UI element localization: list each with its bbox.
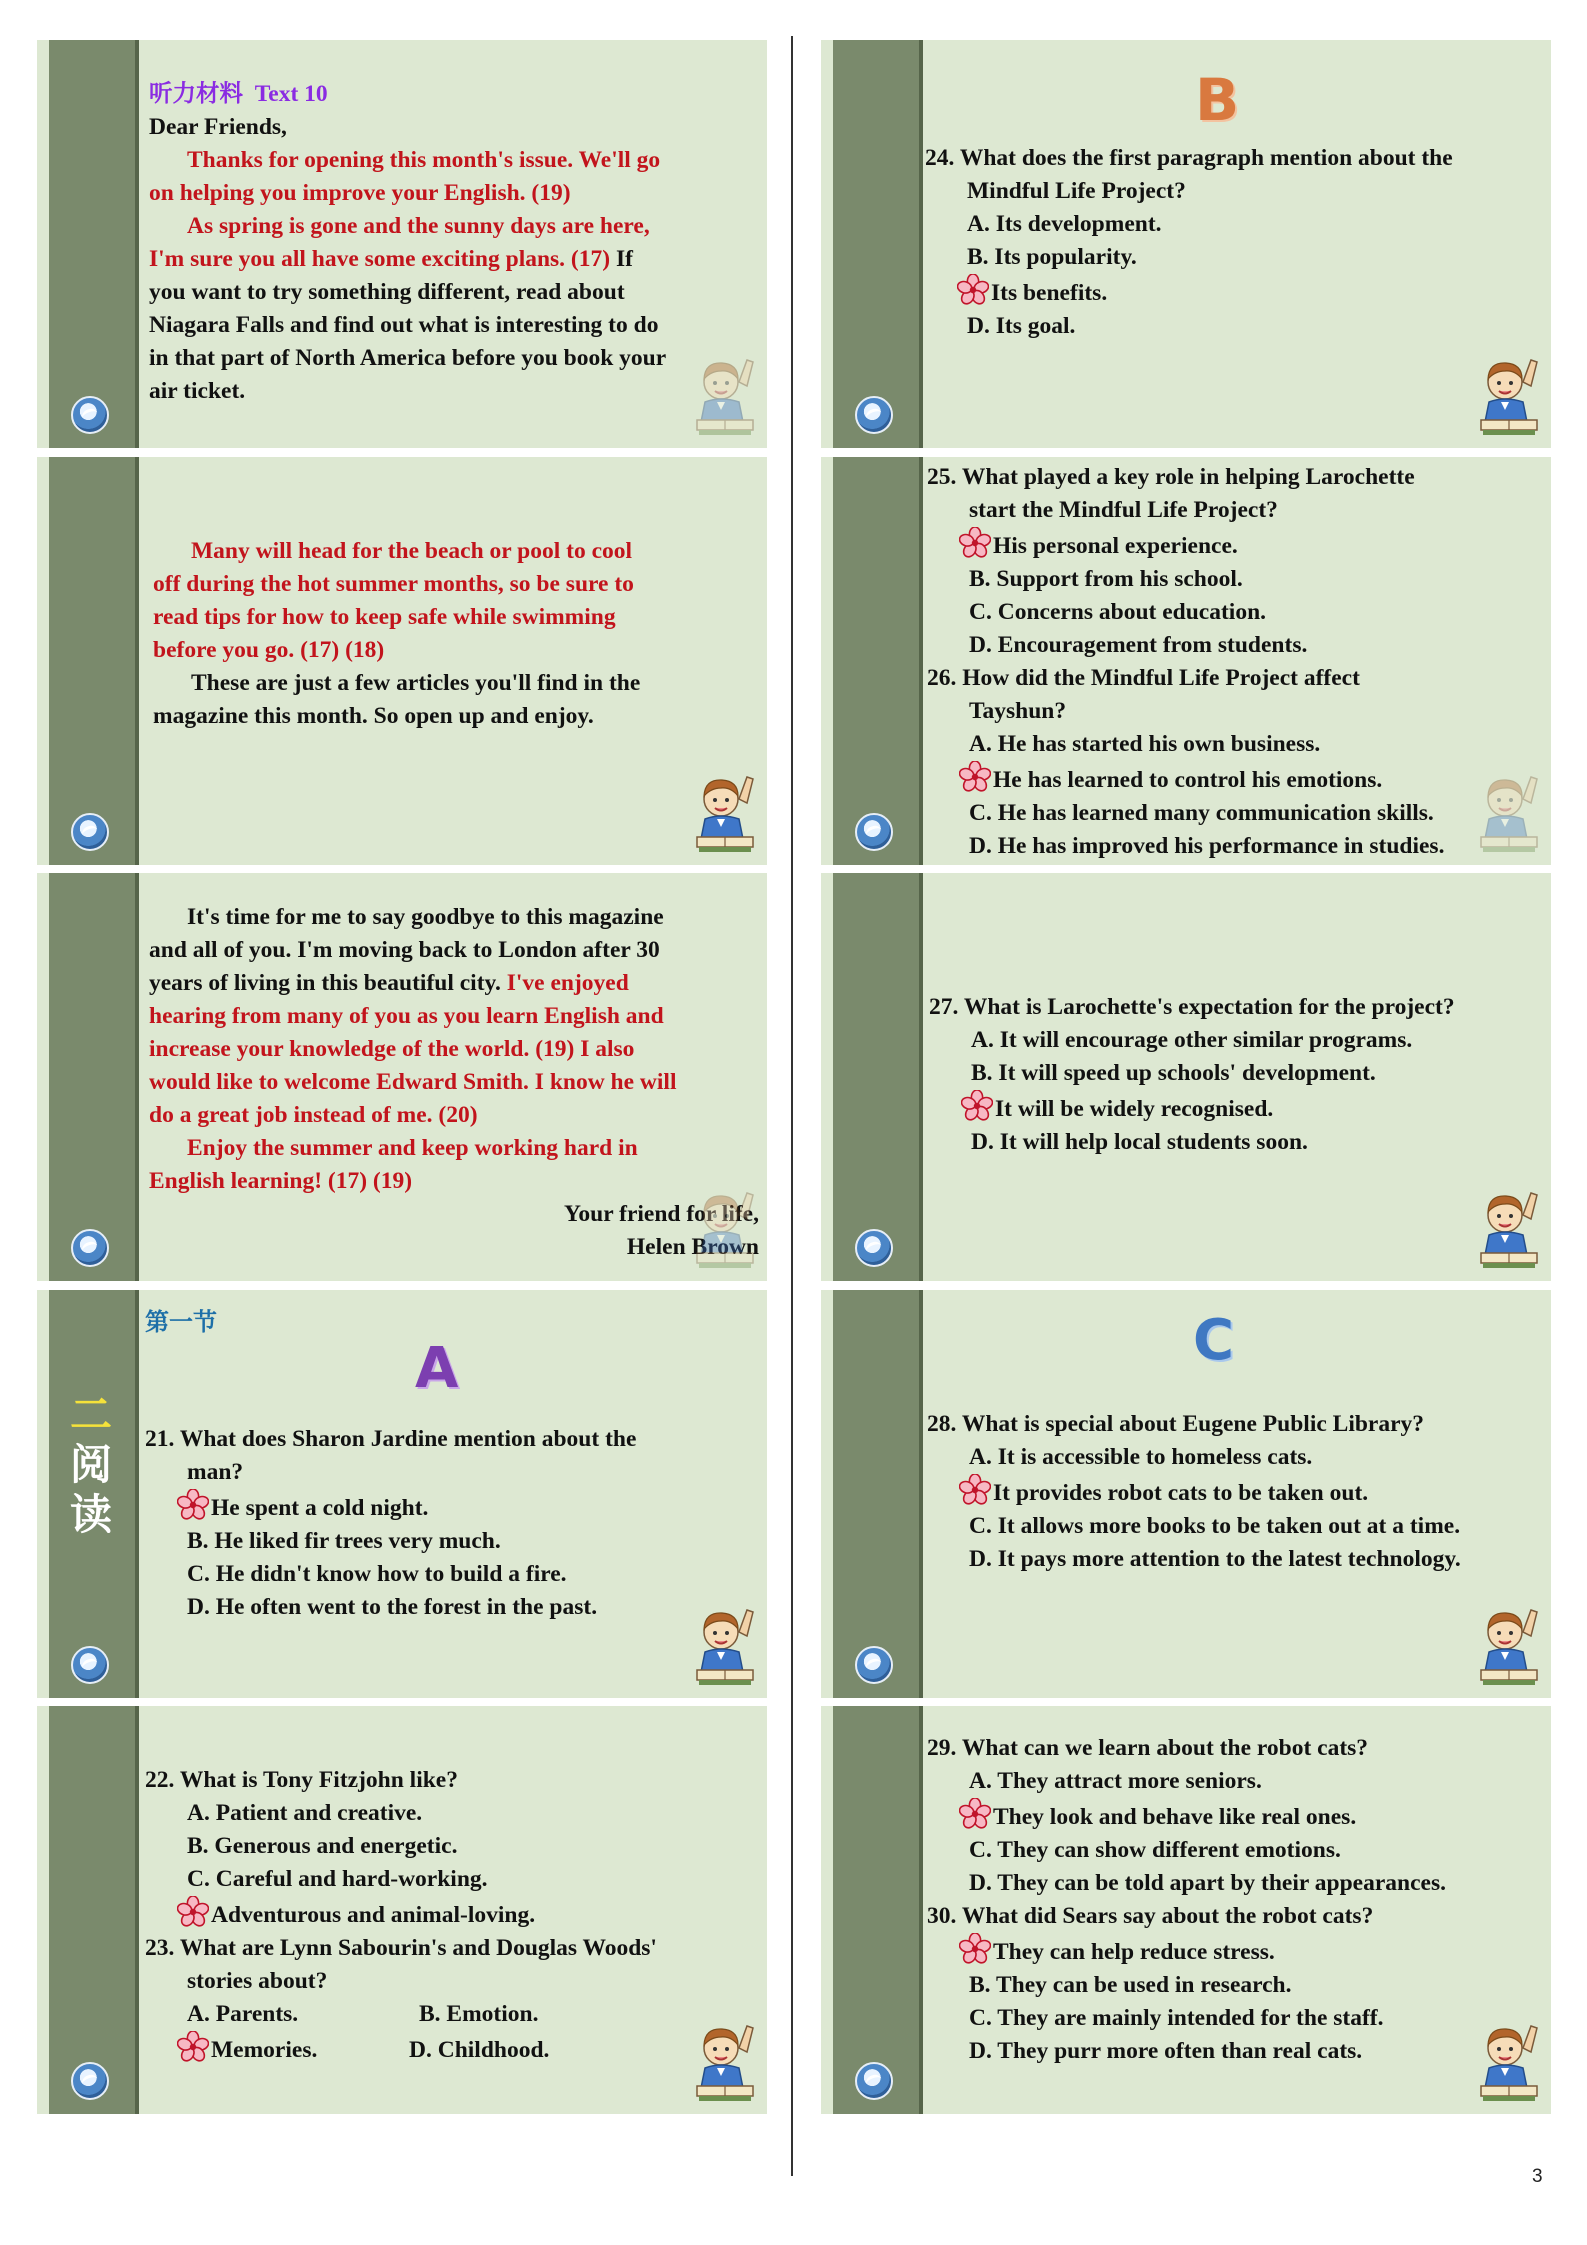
answer-option: D. They can be told apart by their appearances.	[969, 1870, 1446, 1896]
school-logo-icon	[71, 2062, 109, 2100]
student-raising-hand-icon	[1479, 2018, 1539, 2104]
answer-option: D. Its goal.	[967, 313, 1076, 339]
red-flower-answer-icon	[959, 527, 991, 559]
answer-option: A. Parents.	[187, 2001, 299, 2027]
student-raising-hand-icon	[1479, 352, 1539, 438]
slide-side-band	[49, 457, 135, 865]
slide-side-band	[49, 873, 135, 1281]
text-line: read tips for how to keep safe while swimming	[153, 604, 616, 630]
slide-reading-q22-23	[37, 1706, 767, 2114]
answer-option: B. He liked fir trees very much.	[187, 1528, 501, 1554]
question-21: 21. What does Sharon Jardine mention about the	[145, 1426, 637, 1452]
question-29: 29. What can we learn about the robot cats?	[927, 1735, 1369, 1761]
answer-option: C. Careful and hard-working.	[187, 1866, 488, 1892]
answer-option: A. They attract more seniors.	[969, 1768, 1262, 1794]
text-line: do a great job instead of me. (20)	[149, 1102, 478, 1128]
slide-side-band	[833, 873, 919, 1281]
red-flower-answer-icon	[959, 1474, 991, 1506]
text-line: Many will head for the beach or pool to cool	[191, 538, 633, 564]
red-flower-answer-icon	[959, 1798, 991, 1830]
school-logo-icon	[71, 1229, 109, 1267]
slide-reading-a-q21	[37, 1290, 767, 1698]
question-28: 28. What is special about Eugene Public Library?	[927, 1411, 1425, 1437]
red-flower-answer-icon	[959, 1933, 991, 1965]
answer-option: A. He has started his own business.	[969, 731, 1321, 757]
passage-letter-a: A	[415, 1336, 459, 1401]
answer-option: They can help reduce stress.	[993, 1939, 1275, 1965]
slide-listening-text-1	[37, 40, 767, 448]
letter-signature: Helen Brown	[626, 1234, 759, 1260]
text-line: on helping you improve your English. (19)	[149, 180, 571, 206]
question-22: 22. What is Tony Fitzjohn like?	[145, 1767, 458, 1793]
text-line: off during the hot summer months, so be sure to	[153, 571, 634, 597]
answer-option: C. They are mainly intended for the staff.	[969, 2005, 1384, 2031]
question-24: 24. What does the first paragraph mention about the	[925, 145, 1453, 171]
slide-reading-q25-26	[821, 457, 1551, 865]
school-logo-icon	[71, 1646, 109, 1684]
answer-option: C. Concerns about education.	[969, 599, 1267, 625]
answer-option: B. They can be used in research.	[969, 1972, 1292, 1998]
student-raising-hand-icon	[695, 352, 755, 438]
answer-option: He spent a cold night.	[211, 1495, 429, 1521]
text-line: hearing from many of you as you learn English and	[149, 1003, 664, 1029]
answer-option: His personal experience.	[993, 533, 1238, 559]
text-line: you want to try something different, read about	[149, 279, 625, 305]
answer-option: B. Generous and energetic.	[187, 1833, 458, 1859]
text-line: magazine this month. So open up and enjoy.	[153, 703, 594, 729]
school-logo-icon	[71, 813, 109, 851]
answer-option: A. Its development.	[967, 211, 1162, 237]
question-27: 27. What is Larochette's expectation for the project?	[929, 994, 1455, 1020]
answer-option: D. He has improved his performance in studies.	[969, 833, 1445, 859]
red-flower-answer-icon	[959, 761, 991, 793]
answer-option: C. They can show different emotions.	[969, 1837, 1341, 1863]
answer-option: C. He has learned many communication skills.	[969, 800, 1434, 826]
text-line: I've enjoyed	[506, 970, 629, 996]
section-title: 第一节	[145, 1308, 217, 1336]
red-flower-answer-icon	[177, 1896, 209, 1928]
student-raising-hand-icon	[1479, 769, 1539, 855]
student-raising-hand-icon	[695, 769, 755, 855]
red-flower-answer-icon	[177, 2031, 209, 2063]
answer-option: D. He often went to the forest in the past.	[187, 1594, 598, 1620]
text-line: in that part of North America before you book your	[149, 345, 667, 371]
text-line: Thanks for opening this month's issue. We'll go	[187, 147, 661, 173]
answer-option: B. It will speed up schools' development.	[971, 1060, 1376, 1086]
student-raising-hand-icon	[695, 2018, 755, 2104]
answer-option: B. Support from his school.	[969, 566, 1243, 592]
text-line: stories about?	[187, 1968, 328, 1994]
answer-option: B. Its popularity.	[967, 244, 1137, 270]
text-line: These are just a few articles you'll find in the	[191, 670, 641, 696]
student-raising-hand-icon	[1479, 1185, 1539, 1271]
school-logo-icon	[855, 2062, 893, 2100]
question-23: 23. What are Lynn Sabourin's and Douglas Woods'	[145, 1935, 657, 1961]
slide-side-band	[833, 1290, 919, 1698]
school-logo-icon	[855, 396, 893, 434]
school-logo-icon	[855, 1229, 893, 1267]
school-logo-icon	[855, 1646, 893, 1684]
slide-reading-q27	[821, 873, 1551, 1281]
answer-option: They look and behave like real ones.	[993, 1804, 1357, 1830]
text-line: before you go. (17) (18)	[153, 637, 385, 663]
letter-closing: Your friend for life,	[564, 1201, 759, 1227]
slide-side-band	[833, 40, 919, 448]
answer-option: Its benefits.	[991, 280, 1108, 306]
text-line: start the Mindful Life Project?	[969, 497, 1278, 523]
slide-reading-q29-30	[821, 1706, 1551, 2114]
listening-heading: 听力材料 Text 10	[149, 81, 328, 107]
text-line: man?	[187, 1459, 244, 1485]
text-line: Tayshun?	[969, 698, 1067, 724]
answer-option: C. It allows more books to be taken out at a time.	[969, 1513, 1461, 1539]
answer-option: A. It is accessible to homeless cats.	[969, 1444, 1313, 1470]
slide-listening-text-3	[37, 873, 767, 1281]
answer-option: A. Patient and creative.	[187, 1800, 423, 1826]
page-number: 3	[1532, 2166, 1543, 2187]
text-line: As spring is gone and the sunny days are here,	[187, 213, 650, 239]
answer-option: C. He didn't know how to build a fire.	[187, 1561, 567, 1587]
school-logo-icon	[855, 813, 893, 851]
slide-side-band	[833, 457, 919, 865]
answer-option: It provides robot cats to be taken out.	[993, 1480, 1369, 1506]
text-line: Dear Friends,	[149, 114, 287, 140]
red-flower-answer-icon	[961, 1090, 993, 1122]
text-line: English learning! (17) (19)	[149, 1168, 413, 1194]
text-line: It's time for me to say goodbye to this magazine	[187, 904, 664, 930]
text-line: Niagara Falls and find out what is interesting to do	[149, 312, 659, 338]
question-30: 30. What did Sears say about the robot cats?	[927, 1903, 1374, 1929]
text-line: If	[610, 246, 633, 272]
section-vertical-title: 二 阅 读	[69, 1390, 112, 1539]
student-raising-hand-icon	[695, 1185, 755, 1271]
answer-option: Memories.	[211, 2037, 318, 2063]
answer-option: A. It will encourage other similar programs.	[971, 1027, 1413, 1053]
slide-side-band	[49, 1706, 135, 2114]
question-26: 26. How did the Mindful Life Project affect	[927, 665, 1360, 691]
passage-letter-b: B	[1195, 66, 1240, 134]
student-raising-hand-icon	[1479, 1602, 1539, 1688]
text-line: I'm sure you all have some exciting plans. (17)	[149, 246, 611, 272]
slide-reading-b-q24	[821, 40, 1551, 448]
text-line: increase your knowledge of the world. (19) I also	[149, 1036, 635, 1062]
red-flower-answer-icon	[177, 1489, 209, 1521]
answer-option: D. Childhood.	[409, 2037, 550, 2063]
answer-option: It will be widely recognised.	[995, 1096, 1274, 1122]
column-divider	[791, 36, 793, 2176]
answer-option: D. They purr more often than real cats.	[969, 2038, 1363, 2064]
school-logo-icon	[71, 396, 109, 434]
text-line: years of living in this beautiful city.	[149, 970, 507, 996]
passage-letter-c: C	[1193, 1308, 1235, 1373]
text-line: would like to welcome Edward Smith. I know he will	[149, 1069, 677, 1095]
answer-option: D. It will help local students soon.	[971, 1129, 1308, 1155]
text-line: air ticket.	[149, 378, 246, 404]
question-25: 25. What played a key role in helping Larochette	[927, 464, 1415, 490]
answer-option: B. Emotion.	[419, 2001, 539, 2027]
answer-option: D. Encouragement from students.	[969, 632, 1308, 658]
text-line: Enjoy the summer and keep working hard in	[187, 1135, 638, 1161]
red-flower-answer-icon	[957, 274, 989, 306]
answer-option: He has learned to control his emotions.	[993, 767, 1383, 793]
slide-side-band	[833, 1706, 919, 2114]
answer-option: D. It pays more attention to the latest technology.	[969, 1546, 1461, 1572]
slide-side-band	[49, 40, 135, 448]
text-line: and all of you. I'm moving back to London after 30	[149, 937, 660, 963]
text-line: Mindful Life Project?	[967, 178, 1186, 204]
student-raising-hand-icon	[695, 1602, 755, 1688]
slide-listening-text-2	[37, 457, 767, 865]
answer-option: Adventurous and animal-loving.	[211, 1902, 536, 1928]
slide-reading-c-q28	[821, 1290, 1551, 1698]
